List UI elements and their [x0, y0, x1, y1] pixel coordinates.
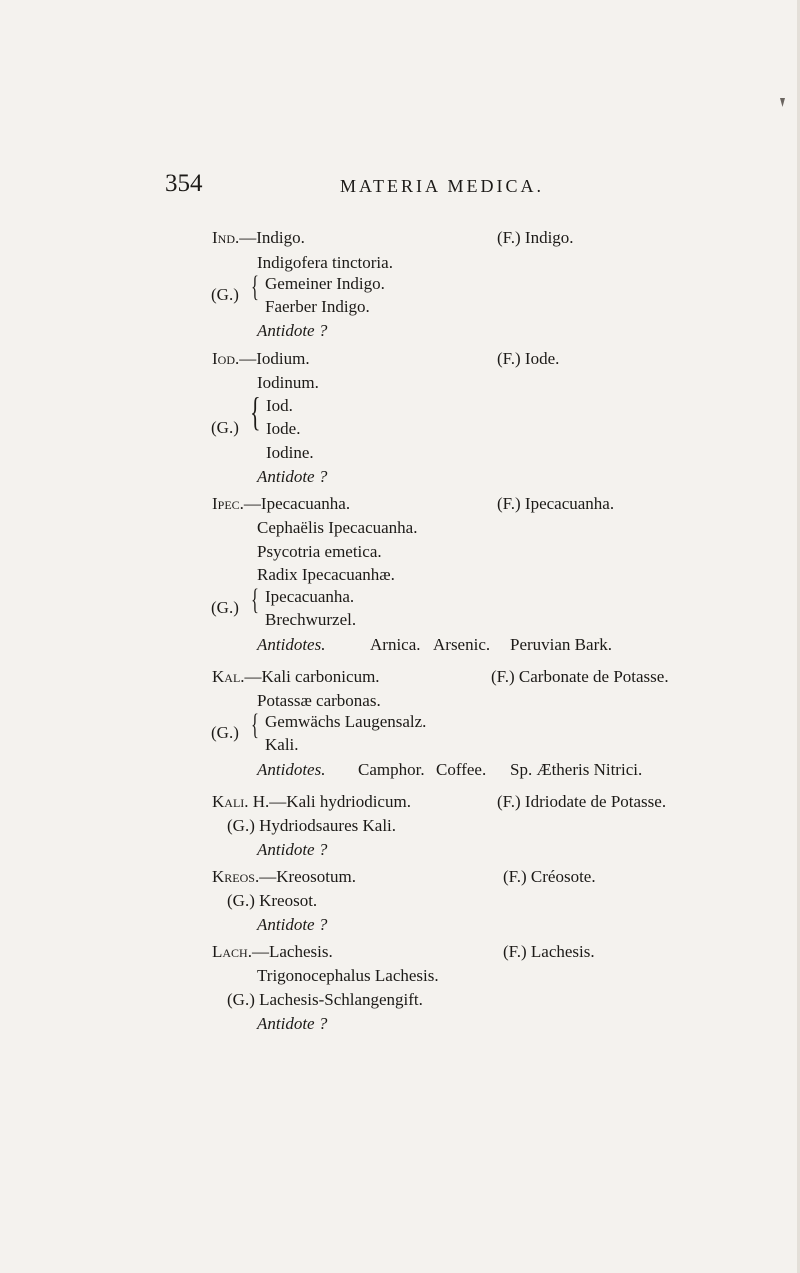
- latin-name: Indigofera tinctoria.: [257, 253, 393, 272]
- antidote-item: Peruvian Bark.: [510, 635, 612, 654]
- entry-abbr: Iod.: [212, 349, 240, 368]
- entry-abbr: Ipec.: [212, 494, 244, 513]
- entry-name: —Indigo.: [239, 228, 305, 247]
- latin-name: Iodinum.: [257, 373, 319, 392]
- entry-name: —Kali carbonicum.: [244, 667, 380, 686]
- latin-name: Potassæ carbonas.: [257, 691, 381, 710]
- antidote-item: Arsenic.: [433, 635, 491, 654]
- french-name: (F.) Ipecacuanha.: [497, 494, 615, 513]
- german-label: (G.): [211, 418, 239, 437]
- german-label: (G.): [211, 598, 239, 617]
- german-name: Gemwächs Laugensalz.: [265, 712, 427, 731]
- entry-name: —Lachesis.: [251, 942, 333, 961]
- french-name: (F.) Carbonate de Potasse.: [491, 667, 669, 686]
- entry-name: —Iodium.: [239, 349, 310, 368]
- printer-mark: [780, 98, 785, 107]
- running-title: MATERIA MEDICA.: [340, 176, 545, 196]
- antidote-item: Sp. Ætheris Nitrici.: [510, 760, 643, 779]
- german-name: Iode.: [266, 419, 301, 438]
- antidote-line: Antidote ?: [257, 467, 328, 486]
- entry-heading-lach: [212, 942, 333, 962]
- french-name: (F.) Créosote.: [503, 867, 596, 886]
- antidotes-label: Antidotes.: [257, 760, 326, 779]
- german-name: Iod.: [266, 396, 293, 415]
- entry-heading-iod: [212, 349, 310, 369]
- entry-heading-kreos: [212, 867, 356, 887]
- latin-name: Psycotria emetica.: [257, 542, 382, 561]
- antidote-item: Arnica.: [370, 635, 421, 654]
- brace: {: [251, 270, 259, 303]
- german-label: (G.): [211, 285, 239, 304]
- french-name: (F.) Iode.: [497, 349, 560, 368]
- entry-abbr: Lach.: [212, 942, 252, 961]
- french-name: (F.) Lachesis.: [503, 942, 595, 961]
- entry-name: —Kali hydriodicum.: [269, 792, 411, 811]
- antidote-item: Coffee.: [436, 760, 487, 779]
- entry-heading-ind: [212, 228, 305, 248]
- latin-name: Cephaëlis Ipecacuanha.: [257, 518, 418, 537]
- antidote-line: Antidote ?: [257, 321, 328, 340]
- german-name: Faerber Indigo.: [265, 297, 370, 316]
- german-name: Iodine.: [266, 443, 314, 462]
- german-name: Gemeiner Indigo.: [265, 274, 385, 293]
- antidote-line: Antidote ?: [257, 1014, 328, 1033]
- brace: {: [251, 583, 259, 616]
- latin-name: Radix Ipecacuanhæ.: [257, 565, 395, 584]
- entry-name: —Kreosotum.: [259, 867, 356, 886]
- antidote-item: Camphor.: [358, 760, 425, 779]
- entry-heading-kali-h: [212, 792, 411, 812]
- german-line: (G.) Hydriodsaures Kali.: [227, 816, 397, 835]
- entry-abbr: Ind.: [212, 228, 240, 247]
- latin-name: Trigonocephalus Lachesis.: [257, 966, 439, 985]
- french-name: (F.) Indigo.: [497, 228, 574, 247]
- entry-heading-kal: [212, 667, 380, 687]
- german-name: Kali.: [265, 735, 299, 754]
- german-name: Ipecacuanha.: [265, 587, 355, 606]
- antidote-line: Antidote ?: [257, 840, 328, 859]
- brace: {: [250, 389, 261, 434]
- german-line: (G.) Kreosot.: [227, 891, 318, 910]
- entry-abbr: Kal.: [212, 667, 245, 686]
- antidotes-label: Antidotes.: [257, 635, 326, 654]
- german-name: Brechwurzel.: [265, 610, 357, 629]
- page-number: 354: [165, 170, 203, 197]
- german-label: (G.): [211, 723, 239, 742]
- entry-abbr: Kreos.: [212, 867, 260, 886]
- entry-abbr: Kali. H.: [212, 792, 270, 811]
- antidote-line: Antidote ?: [257, 915, 328, 934]
- brace: {: [251, 708, 259, 741]
- entry-heading-ipec: [212, 494, 350, 514]
- german-line: (G.) Lachesis-Schlangengift.: [227, 990, 423, 1009]
- french-name: (F.) Idriodate de Potasse.: [497, 792, 667, 811]
- entry-name: —Ipecacuanha.: [243, 494, 351, 513]
